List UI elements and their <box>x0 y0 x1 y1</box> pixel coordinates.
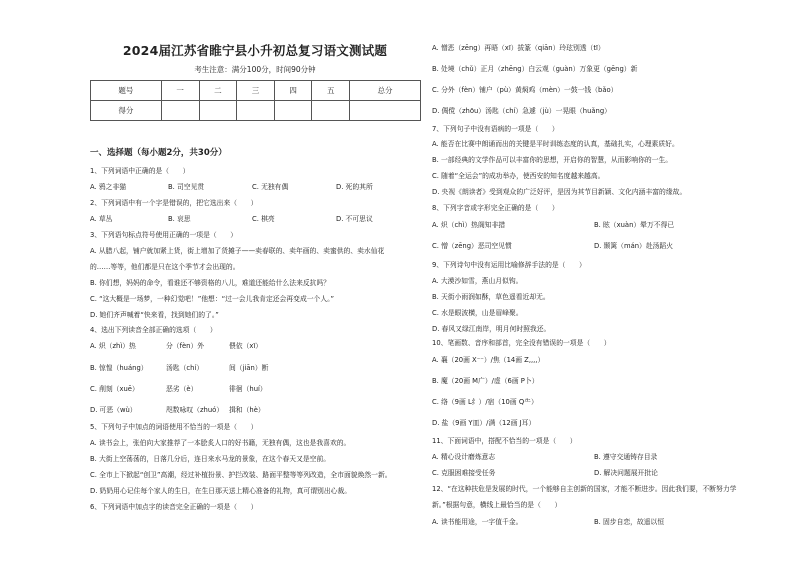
question: 8、下列字音或字形完全正确的是（ ） <box>432 204 559 212</box>
question: 9、下列诗句中没有运用比喻修辞手法的是（ ） <box>432 261 586 269</box>
option: B. 眩（xuàn）晕万不得已 <box>594 221 675 229</box>
score-cell <box>274 101 312 121</box>
score-cell <box>237 101 275 121</box>
score-cell <box>199 101 237 121</box>
score-header-cell: 题号 <box>91 81 162 101</box>
option: C. 无独有偶 <box>252 183 289 191</box>
option: C. 全市上下掀起“创卫”高潮，经过补植扮景、护拦改装、路面平整等等列改造，全市面貌焕然一新。 <box>90 471 392 479</box>
score-cell <box>350 101 421 121</box>
option: 分（fèn）外 <box>166 342 205 350</box>
option: A. 大漠沙如雪，燕山月似钩。 <box>432 277 523 285</box>
score-header-cell: 总分 <box>350 81 421 101</box>
option: 揖和（hè） <box>229 406 265 414</box>
score-header-cell: 二 <box>199 81 237 101</box>
option: 的……等等，他们都是只在这个季节才会出现的。 <box>90 263 240 271</box>
option: D. 奶奶用心记住每个家人的生日，在生日那天送上精心准备的礼物，真可谓别出心裁。 <box>90 487 352 495</box>
score-cell <box>312 101 350 121</box>
score-header-row <box>91 81 421 101</box>
question: 5、下列句子中加点的词语使用不恰当的一项是（ ） <box>90 423 258 431</box>
option: B. 魔（20画 M广）/虚（6画 P卜） <box>432 377 539 385</box>
question: 3、下列语句标点符号使用正确的一项是（ ） <box>90 231 238 239</box>
option: B. 处境（chǔ）正月（zhēng）白云观（guàn）万象更（gēng）新 <box>432 65 638 73</box>
option: D. 不可思议 <box>336 215 373 223</box>
score-row-label: 得分 <box>91 101 162 121</box>
question: 4、选出下列读音全部正确的选项（ ） <box>90 326 217 334</box>
option: C. 随着“全运会”的成功举办，使西安的知名度越来越高。 <box>432 172 605 180</box>
option: D. 可恶（wù） <box>90 406 137 414</box>
option: B. 固步自恋，故遥以恒 <box>594 518 665 526</box>
option: C. 分外（fèn）铺户（pù）黄焖鸡（mèn）一鼓一钱（bǎo） <box>432 86 618 94</box>
option: B. 你们想，妈妈的命令，看谁还不够资格的八儿，难道还能给什么法来反抗吗？ <box>90 279 331 287</box>
exam-note: 考生注意：满分100分，时间90分钟 <box>194 65 316 74</box>
option: B. 司空见贯 <box>168 183 205 191</box>
question: 12、“在这种扶危是发展的时代，一个能够自主创新的国家，才能不断进步。因此我们要，不断努力学 <box>432 485 737 493</box>
option: B. 一部经典的文学作品可以丰富你的思想，开启你的智慧，从而影响你的一生。 <box>432 156 673 164</box>
option: B. 哀思 <box>168 215 191 223</box>
option: B. 天街小雨润如酥，草色遥看近却无。 <box>432 293 550 301</box>
option: A. 精心设计磨炼意志 <box>432 453 496 461</box>
question: 7、下列句子中没有语病的一项是（ ） <box>432 125 559 133</box>
score-cell <box>161 101 199 121</box>
question: 6、下列词语中加点字的读音完全正确的一项是（ ） <box>90 503 258 511</box>
option: C. 削刻（xuē） <box>90 385 139 393</box>
question: 2、下列词语中有一个字是错误的，把它选出来（ ） <box>90 199 258 207</box>
option: 偎依（xī） <box>229 342 263 350</box>
option: 汤匙（chí） <box>166 364 204 372</box>
option: A. 鸦之非猫 <box>90 183 127 191</box>
page-title: 2024届江苏省睢宁县小升初总复习语文测试题 <box>122 43 388 58</box>
question: 11、下面词语中，搭配不恰当的一项是（ ） <box>432 437 577 445</box>
option: C. 克服困难接受任务 <box>432 469 496 477</box>
option: D. 央视《朗读者》受到观众的广泛好评，是因为其节目新颖、文化内涵丰富的缘故。 <box>432 188 687 196</box>
option: D. 颞篱（mán）赴汤蹈火 <box>594 242 674 250</box>
option: B. 遵守交通铸存目录 <box>594 453 658 461</box>
option: D. 春风又绿江南岸，明月何时照我还。 <box>432 325 551 333</box>
option: A. 憎恶（zēng）再晤（xī）拔篆（qiān）玲玹别透（tī） <box>432 44 605 52</box>
option: C. 憎（zēng）恶司空见惯 <box>432 242 512 250</box>
option: A. 草丛 <box>90 215 113 223</box>
question: 10、笔画数、音序和部首，完全没有错误的一项是（ ） <box>432 339 611 347</box>
option: C. “这大概是一场梦，一种幻觉吧！”他想：“过一会儿我肯定还会再变成一个人。” <box>90 295 335 303</box>
question: 1、下列词语中正确的是（ ） <box>90 167 190 175</box>
option: A. 炽（chì）热阁知非措 <box>432 221 506 229</box>
option: A. 读书能用途，一字值千金。 <box>432 518 523 526</box>
option: B. 大街上空荡荡的，日落几分后，连日来水马龙的景象，在这个春天又是空前。 <box>90 455 331 463</box>
option: D. 解决问题展开批论 <box>594 469 658 477</box>
score-header-cell: 三 <box>237 81 275 101</box>
option: 间（jiān）断 <box>229 364 269 372</box>
option: C. 水是眼波横，山是眉峰聚。 <box>432 309 523 317</box>
option: B. 惊惶（huáng） <box>90 364 148 372</box>
score-header-cell: 一 <box>161 81 199 101</box>
option: 恶劣（è） <box>166 385 198 393</box>
section-heading: 一、选择题（每小题2分，共30分） <box>90 148 227 158</box>
option: 徘徊（huí） <box>229 385 267 393</box>
score-table <box>90 80 421 121</box>
option: C. 棋亮 <box>252 215 275 223</box>
option: C. 络（9画 L纟）/宿（10画 Q⺧） <box>432 398 538 406</box>
score-header-cell: 四 <box>274 81 312 101</box>
option: 咫数咏叹（zhuó） <box>166 406 224 414</box>
option: A. 读书会上，张伯向大家推荐了一本脍炙人口的好书籍，无独有偶，这也是我喜欢的。 <box>90 439 351 447</box>
option: D. 死的其所 <box>336 183 373 191</box>
option: D. 她们齐声喊着“快来看，找到她们的了。” <box>90 311 219 319</box>
option: D. 倜傥（zhōu）汤匙（chí）急遽（jù）一晃眼（huǎng） <box>432 107 611 115</box>
option: A. 能否在比赛中朗诵而出的关键是平时训练态度的认真，基础扎实，心理素质好。 <box>432 140 679 148</box>
option: A. 襄（20画 X⁻⁻）/焦（14画 Z,,,,） <box>432 356 545 364</box>
score-header-cell: 五 <box>312 81 350 101</box>
question: 新。”根据句意，横线上最恰当的是（ ） <box>432 501 562 509</box>
option: D. 盐（9画 Y皿）/满（12画 J耳） <box>432 419 536 427</box>
option: A. 炽（zhì）热 <box>90 342 136 350</box>
score-value-row <box>91 101 421 121</box>
option: A. 从腊八起，铺户就加紧上货，街上增加了货摊子——卖春联的、卖年画的、卖蜜供的、卖水仙花 <box>90 247 385 255</box>
